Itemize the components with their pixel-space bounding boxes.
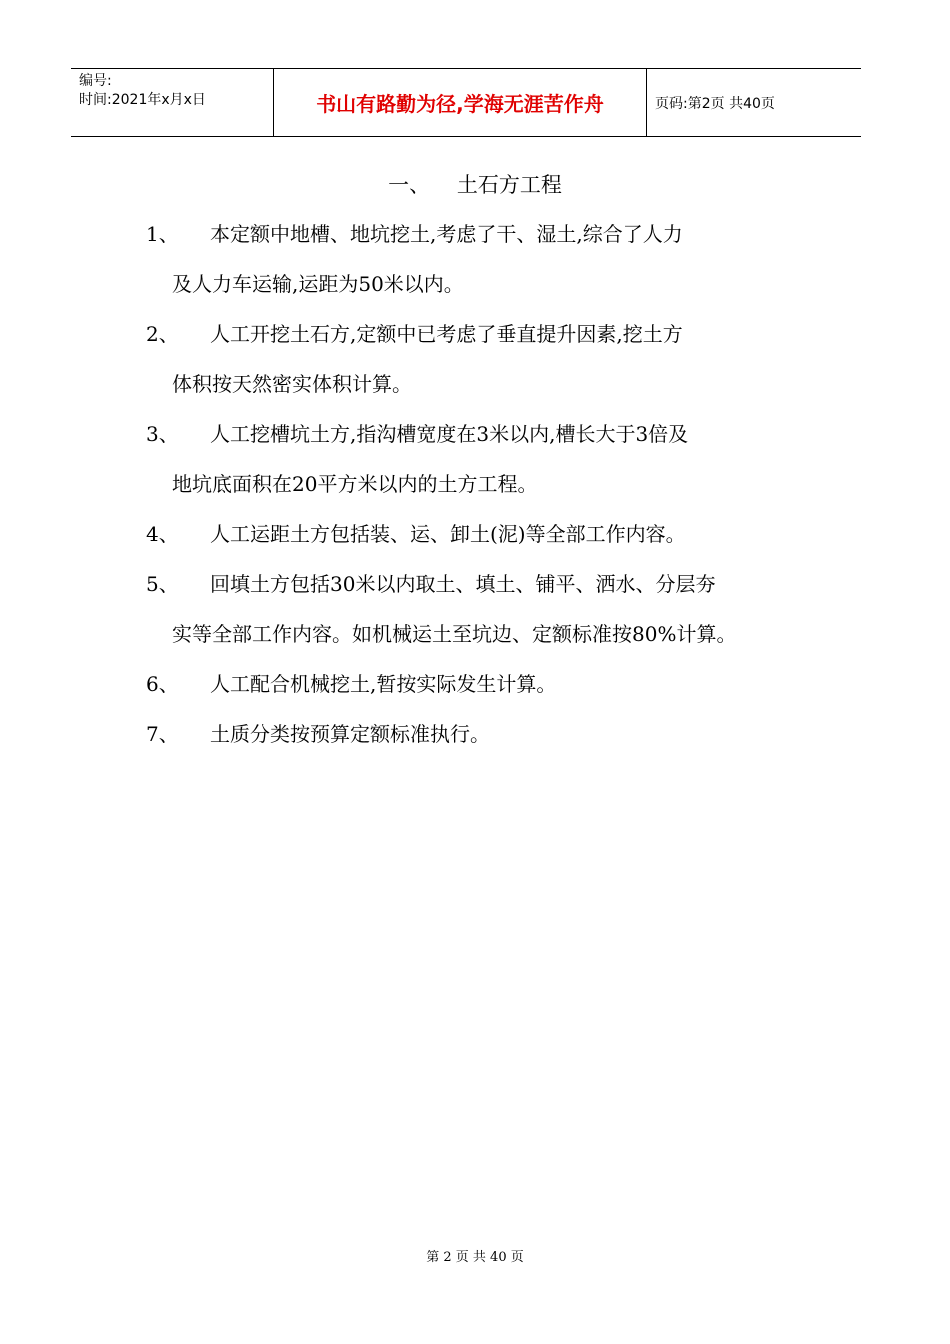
list-item (0, 519, 950, 549)
page-header (71, 68, 861, 137)
header-motto: 书山有路勤为径,学海无涯苦作舟 (273, 69, 647, 136)
item-text: 人工挖槽坑土方,指沟槽宽度在3米以内,槽长大于3倍及 (210, 422, 689, 446)
list-item (0, 219, 950, 299)
list-item (0, 569, 950, 649)
item-text-continued: 及人力车运输,运距为50米以内。 (172, 272, 464, 296)
item-text-continued: 实等全部工作内容。如机械运土至坑边、定额标准按80%计算。 (172, 622, 737, 646)
header-page-info: 页码:第2页 共40页 (655, 95, 775, 112)
item-number: 6、 (146, 672, 179, 696)
section-title: 一、 土石方工程 (388, 173, 562, 197)
item-number: 2、 (146, 322, 179, 346)
item-number: 3、 (146, 422, 179, 446)
item-number: 4、 (146, 522, 179, 546)
item-text: 人工开挖土石方,定额中已考虑了垂直提升因素,挖土方 (210, 322, 683, 346)
item-text: 回填土方包括30米以内取土、填土、铺平、洒水、分层夯 (210, 572, 716, 596)
item-text: 人工配合机械挖土,暂按实际发生计算。 (210, 672, 557, 696)
code-label: 编号: (79, 73, 112, 89)
list-item (0, 319, 950, 399)
time-label: 时间:2021年x月x日 (79, 92, 206, 108)
item-number: 5、 (146, 572, 179, 596)
item-number: 7、 (146, 722, 179, 746)
list-item (0, 419, 950, 499)
item-text: 土质分类按预算定额标准执行。 (210, 722, 490, 746)
item-text-continued: 地坑底面积在20平方米以内的土方工程。 (172, 472, 538, 496)
list-item (0, 719, 950, 749)
page-footer: 第 2 页 共 40 页 (426, 1250, 524, 1265)
header-meta (71, 69, 273, 136)
list-item (0, 669, 950, 699)
item-text: 本定额中地槽、地坑挖土,考虑了干、湿土,综合了人力 (210, 222, 683, 246)
item-text: 人工运距土方包括装、运、卸土(泥)等全部工作内容。 (210, 522, 686, 546)
item-text-continued: 体积按天然密实体积计算。 (172, 372, 412, 396)
item-number: 1、 (146, 222, 179, 246)
